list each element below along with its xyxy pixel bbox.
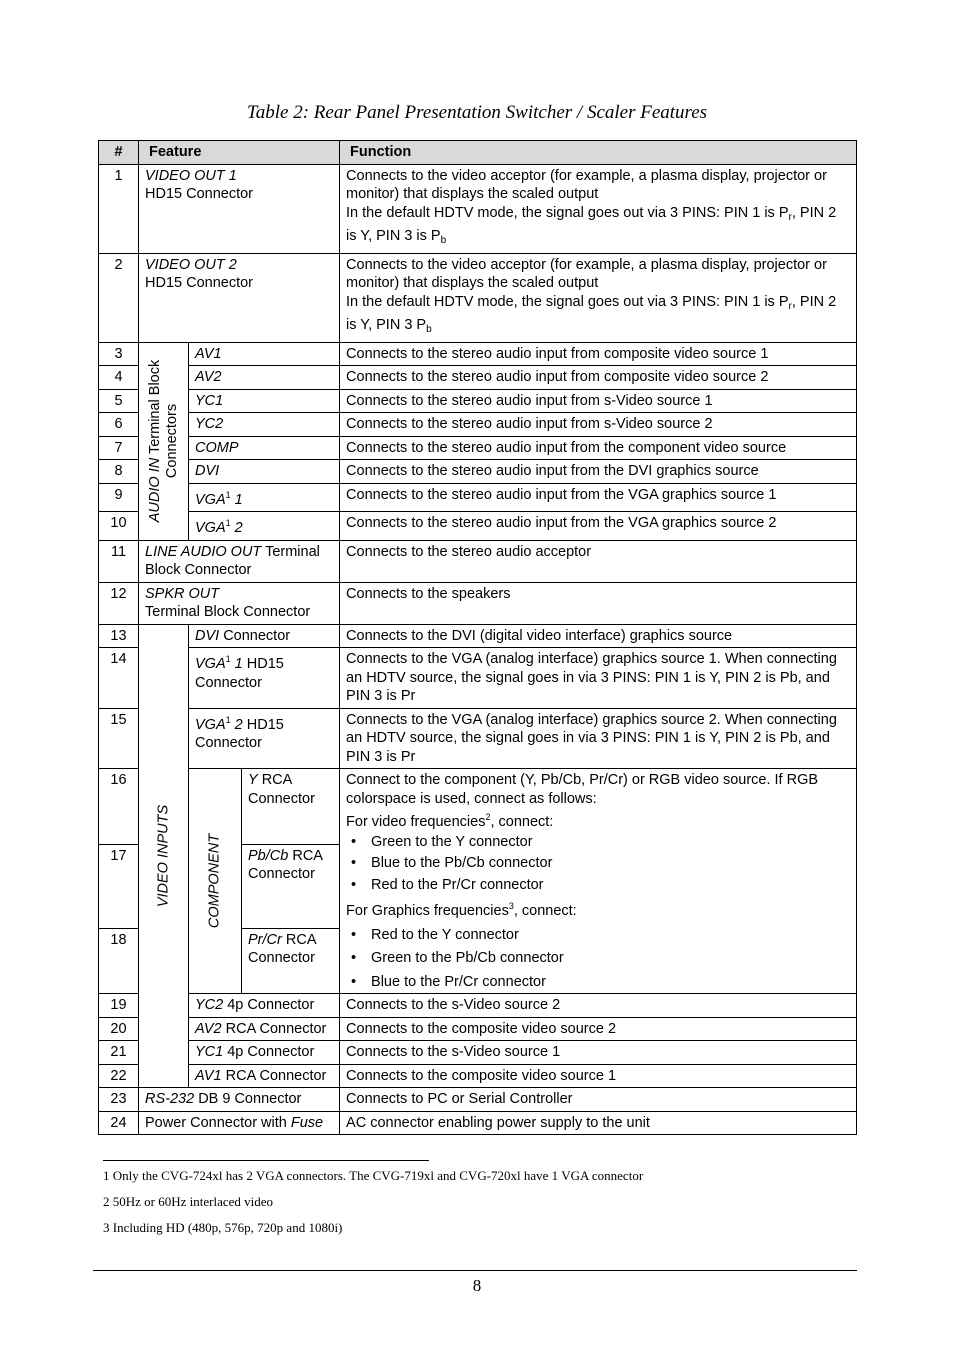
video-frequency-list [346, 833, 850, 895]
table-header-row [99, 141, 857, 165]
footnote-2: 2 50Hz or 60Hz interlaced video [103, 1194, 274, 1209]
list-item: • Blue to the Pb/Cb connector [371, 854, 850, 873]
row-number: 24 [99, 1111, 139, 1135]
feature-cell: VGA$^1$ 2 HD15 Connector [189, 708, 340, 769]
row-number: 5 [99, 389, 139, 413]
feature-cell: YC1 [189, 389, 340, 413]
feature-cell: Y RCA Connector [242, 769, 340, 845]
function-cell: Connects to the stereo audio input from composite video source 2 [340, 366, 857, 390]
table-row [99, 624, 857, 648]
video-inputs-group-label: VIDEO INPUTS [139, 624, 189, 1088]
header-feature: Feature [139, 141, 340, 165]
table-row [99, 1064, 857, 1088]
feature-cell: VIDEO OUT 1 HD15 Connector [139, 164, 340, 253]
feature-cell: VIDEO OUT 2 HD15 Connector [139, 253, 340, 342]
function-cell: Connects to the stereo audio input from s-Video source 2 [340, 413, 857, 437]
feature-cell: DVI Connector [189, 624, 340, 648]
row-number: 22 [99, 1064, 139, 1088]
function-cell: Connects to the s-Video source 1 [340, 1041, 857, 1065]
footer-rule [93, 1270, 857, 1271]
footnote-3: 3 Including HD (480p, 576p, 720p and 1080i) [103, 1220, 343, 1235]
table-row [99, 540, 857, 582]
function-cell: AC connector enabling power supply to the unit [340, 1111, 857, 1135]
table-row [99, 1111, 857, 1135]
feature-cell: AV1 [189, 342, 340, 366]
row-number: 16 [99, 769, 139, 845]
row-number: 9 [99, 483, 139, 512]
feature-cell: DVI [189, 460, 340, 484]
row-number: 2 [99, 253, 139, 342]
function-cell: Connects to the stereo audio input from s-Video source 1 [340, 389, 857, 413]
row-number: 6 [99, 413, 139, 437]
row-number: 20 [99, 1017, 139, 1041]
header-num: # [99, 141, 139, 165]
feature-cell: LINE AUDIO OUT Terminal Block Connector [139, 540, 340, 582]
row-number: 14 [99, 648, 139, 709]
table-row [99, 413, 857, 437]
row-number: 8 [99, 460, 139, 484]
row-number: 7 [99, 436, 139, 460]
features-table [98, 140, 857, 1135]
function-cell: Connects to the video acceptor (for example, a plasma display, projector or monitor) that displays the scaled output In the default HDTV mode, the signal goes out via 3 PINS: PIN 1 is $P_r$, PIN 2 is Y, PIN 3 $P_b$ [340, 253, 857, 342]
feature-cell: VGA$^1$ 2 [189, 512, 340, 541]
function-cell: Connects to the stereo audio input from composite video source 1 [340, 342, 857, 366]
function-cell: Connects to the composite video source 2 [340, 1017, 857, 1041]
row-number: 19 [99, 994, 139, 1018]
feature-cell: Pr/Cr RCA Connector [242, 928, 340, 993]
function-cell: Connects to the DVI (digital video interface) graphics source [340, 624, 857, 648]
table-row [99, 164, 857, 253]
feature-cell: COMP [189, 436, 340, 460]
function-cell: Connects to the VGA (analog interface) graphics source 1. When connecting an HDTV source, the signal goes in via 3 PINS: PIN 1 is Y, PIN 2 is Pb, and PIN 3 is Pr [340, 648, 857, 709]
table-row [99, 1017, 857, 1041]
header-function: Function [340, 141, 857, 165]
table-row [99, 483, 857, 512]
feature-cell: AV2 RCA Connector [189, 1017, 340, 1041]
feature-cell: SPKR OUT Terminal Block Connector [139, 582, 340, 624]
feature-cell: AV1 RCA Connector [189, 1064, 340, 1088]
feature-cell: YC2 [189, 413, 340, 437]
table-row [99, 389, 857, 413]
function-cell: Connects to the stereo audio input from the VGA graphics source 1 [340, 483, 857, 512]
list-item: • Red to the Y connector [371, 926, 850, 945]
function-cell: Connects to the composite video source 1 [340, 1064, 857, 1088]
table-row [99, 994, 857, 1018]
row-number: 18 [99, 928, 139, 993]
feature-cell: Pb/Cb RCA Connector [242, 844, 340, 928]
row-number: 1 [99, 164, 139, 253]
feature-cell: YC2 4p Connector [189, 994, 340, 1018]
feature-cell: VGA$^1$ 1 HD15 Connector [189, 648, 340, 709]
row-number: 13 [99, 624, 139, 648]
feature-cell: VGA$^1$ 1 [189, 483, 340, 512]
list-item: • Green to the Y connector [371, 833, 850, 852]
table-caption: Table 2: Rear Panel Presentation Switcher / Scaler Features [246, 102, 708, 123]
table-row [99, 708, 857, 769]
page-number: 8 [472, 1276, 482, 1295]
feature-cell: AV2 [189, 366, 340, 390]
function-cell: Connects to the stereo audio input from the VGA graphics source 2 [340, 512, 857, 541]
row-number: 23 [99, 1088, 139, 1112]
feature-cell: YC1 4p Connector [189, 1041, 340, 1065]
table-row [99, 436, 857, 460]
row-number: 3 [99, 342, 139, 366]
row-number: 10 [99, 512, 139, 541]
list-item: • Blue to the Pr/Cr connector [371, 973, 850, 992]
function-cell: Connects to the VGA (analog interface) graphics source 2. When connecting an HDTV source, the signal goes in via 3 PINS: PIN 1 is Y, PIN 2 is Pb, and PIN 3 is Pr [340, 708, 857, 769]
row-number: 12 [99, 582, 139, 624]
row-number: 21 [99, 1041, 139, 1065]
footnote-separator [103, 1160, 429, 1161]
function-cell: Connects to the stereo audio input from the DVI graphics source [340, 460, 857, 484]
table-row [99, 342, 857, 366]
function-cell: Connects to the s-Video source 2 [340, 994, 857, 1018]
footnote-1: 1 Only the CVG-724xl has 2 VGA connectors. The CVG-719xl and CVG-720xl have 1 VGA connector [103, 1168, 644, 1183]
list-item: • Red to the Pr/Cr connector [371, 876, 850, 895]
feature-cell: RS-232 DB 9 Connector [139, 1088, 340, 1112]
function-cell: Connects to PC or Serial Controller [340, 1088, 857, 1112]
component-function-cell: Connect to the component (Y, Pb/Cb, Pr/Cr) or RGB video source. If RGB colorspace is used, connect as follows: For video frequencies$^2$, connect: • Green to the Y connector • Blue to the Pb/Cb connector • Red to the Pr/Cr connector For Graphics frequencies$^3$, connect: • Red to the Y connector • Green to the Pb/Cb connector • Blue to the Pr/Cr connector [340, 769, 857, 994]
feature-cell: Power Connector with Fuse [139, 1111, 340, 1135]
table-row [99, 253, 857, 342]
row-number: 11 [99, 540, 139, 582]
list-item: • Green to the Pb/Cb connector [371, 949, 850, 968]
row-number: 15 [99, 708, 139, 769]
table-row [99, 366, 857, 390]
table-row [99, 512, 857, 541]
graphics-frequency-list [346, 926, 850, 992]
audio-in-group-label: AUDIO IN Terminal Block Connectors [139, 342, 189, 540]
table-row [99, 1041, 857, 1065]
function-cell: Connects to the speakers [340, 582, 857, 624]
table-row [99, 460, 857, 484]
table-row [99, 769, 857, 845]
function-cell: Connects to the stereo audio input from the component video source [340, 436, 857, 460]
function-cell: Connects to the stereo audio acceptor [340, 540, 857, 582]
component-group-label: COMPONENT [189, 769, 242, 994]
row-number: 4 [99, 366, 139, 390]
table-row [99, 648, 857, 709]
table-row [99, 1088, 857, 1112]
table-row [99, 582, 857, 624]
function-cell: Connects to the video acceptor (for example, a plasma display, projector or monitor) that displays the scaled output In the default HDTV mode, the signal goes out via 3 PINS: PIN 1 is $P_r$, PIN 2 is Y, PIN 3 is $P_b$ [340, 164, 857, 253]
row-number: 17 [99, 844, 139, 928]
